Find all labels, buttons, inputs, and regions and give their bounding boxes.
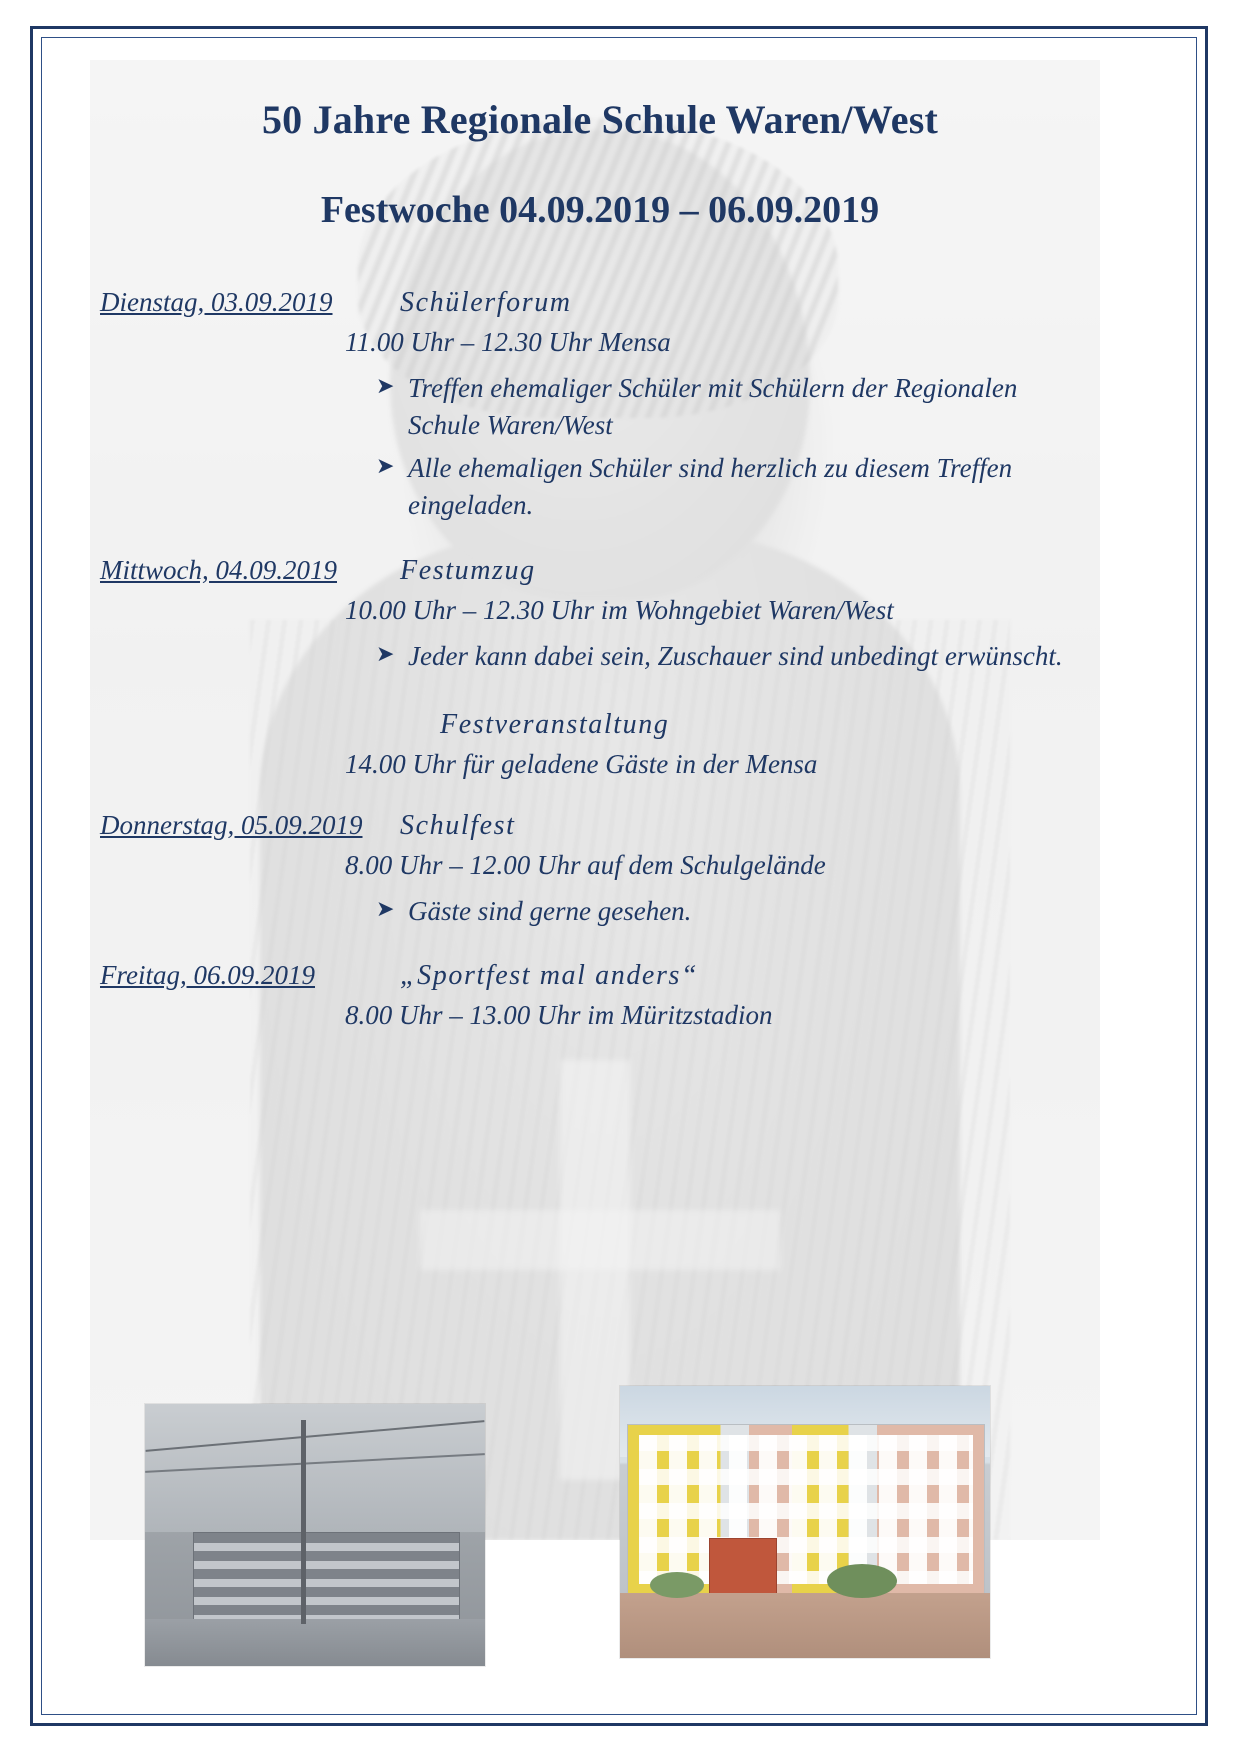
day-time: 8.00 Uhr – 12.00 Uhr auf dem Schulgelände	[345, 849, 826, 880]
page-subtitle: Festwoche 04.09.2019 – 06.09.2019	[320, 189, 880, 231]
list-item	[372, 893, 1068, 930]
day-date: Freitag, 06.09.2019	[100, 960, 315, 990]
sub-event-time: 14.00 Uhr für geladene Gäste in der Mensa	[345, 748, 818, 779]
schedule-day-thursday	[100, 810, 1100, 930]
day-event-title: Festumzug	[400, 554, 536, 586]
day-event-title: Schülerforum	[400, 286, 572, 318]
bullet-arrow-icon: ➤	[376, 372, 395, 398]
list-item-text: Jeder kann dabei sein, Zuschauer sind unbedingt erwünscht.	[408, 640, 1063, 671]
schedule-list	[100, 287, 1100, 1032]
day-bullet-list	[100, 893, 1100, 930]
day-bullet-list	[100, 370, 1100, 525]
list-item-text: Treffen ehemaliger Schüler mit Schülern der Regionalen Schule Waren/West	[408, 372, 1018, 440]
day-date: Mittwoch, 04.09.2019	[100, 554, 337, 585]
list-item-text: Gäste sind gerne gesehen.	[408, 895, 692, 926]
day-time: 11.00 Uhr – 12.30 Uhr Mensa	[345, 326, 671, 357]
bullet-arrow-icon: ➤	[376, 640, 395, 666]
day-event-title: Schulfest	[400, 809, 516, 841]
photo-gallery	[100, 1404, 1110, 1674]
day-date: Dienstag, 03.09.2019	[100, 286, 333, 317]
bullet-arrow-icon: ➤	[376, 895, 395, 921]
day-time: 8.00 Uhr – 13.00 Uhr im Müritzstadion	[345, 1000, 773, 1030]
modern-school-building-photo	[620, 1386, 990, 1658]
list-item	[372, 370, 1068, 445]
poster-content	[100, 95, 1100, 1061]
list-item	[372, 450, 1068, 525]
day-date: Donnerstag, 05.09.2019	[100, 809, 363, 840]
day-event-title: „Sportfest mal anders“	[400, 960, 699, 991]
day-bullet-list	[100, 638, 1100, 675]
schedule-day-friday	[100, 960, 1100, 1031]
page-title: 50 Jahre Regionale Schule Waren/West	[261, 97, 939, 142]
list-item-text: Alle ehemaligen Schüler sind herzlich zu diesem Treffen eingeladen.	[408, 453, 1013, 521]
historic-school-building-photo	[145, 1404, 485, 1666]
schedule-day-wednesday	[100, 555, 1100, 780]
schedule-day-tuesday	[100, 287, 1100, 525]
day-time: 10.00 Uhr – 12.30 Uhr im Wohngebiet Waren/West	[345, 594, 894, 625]
list-item	[372, 638, 1068, 675]
sub-event-title: Festveranstaltung	[440, 708, 670, 740]
bullet-arrow-icon: ➤	[376, 453, 395, 478]
